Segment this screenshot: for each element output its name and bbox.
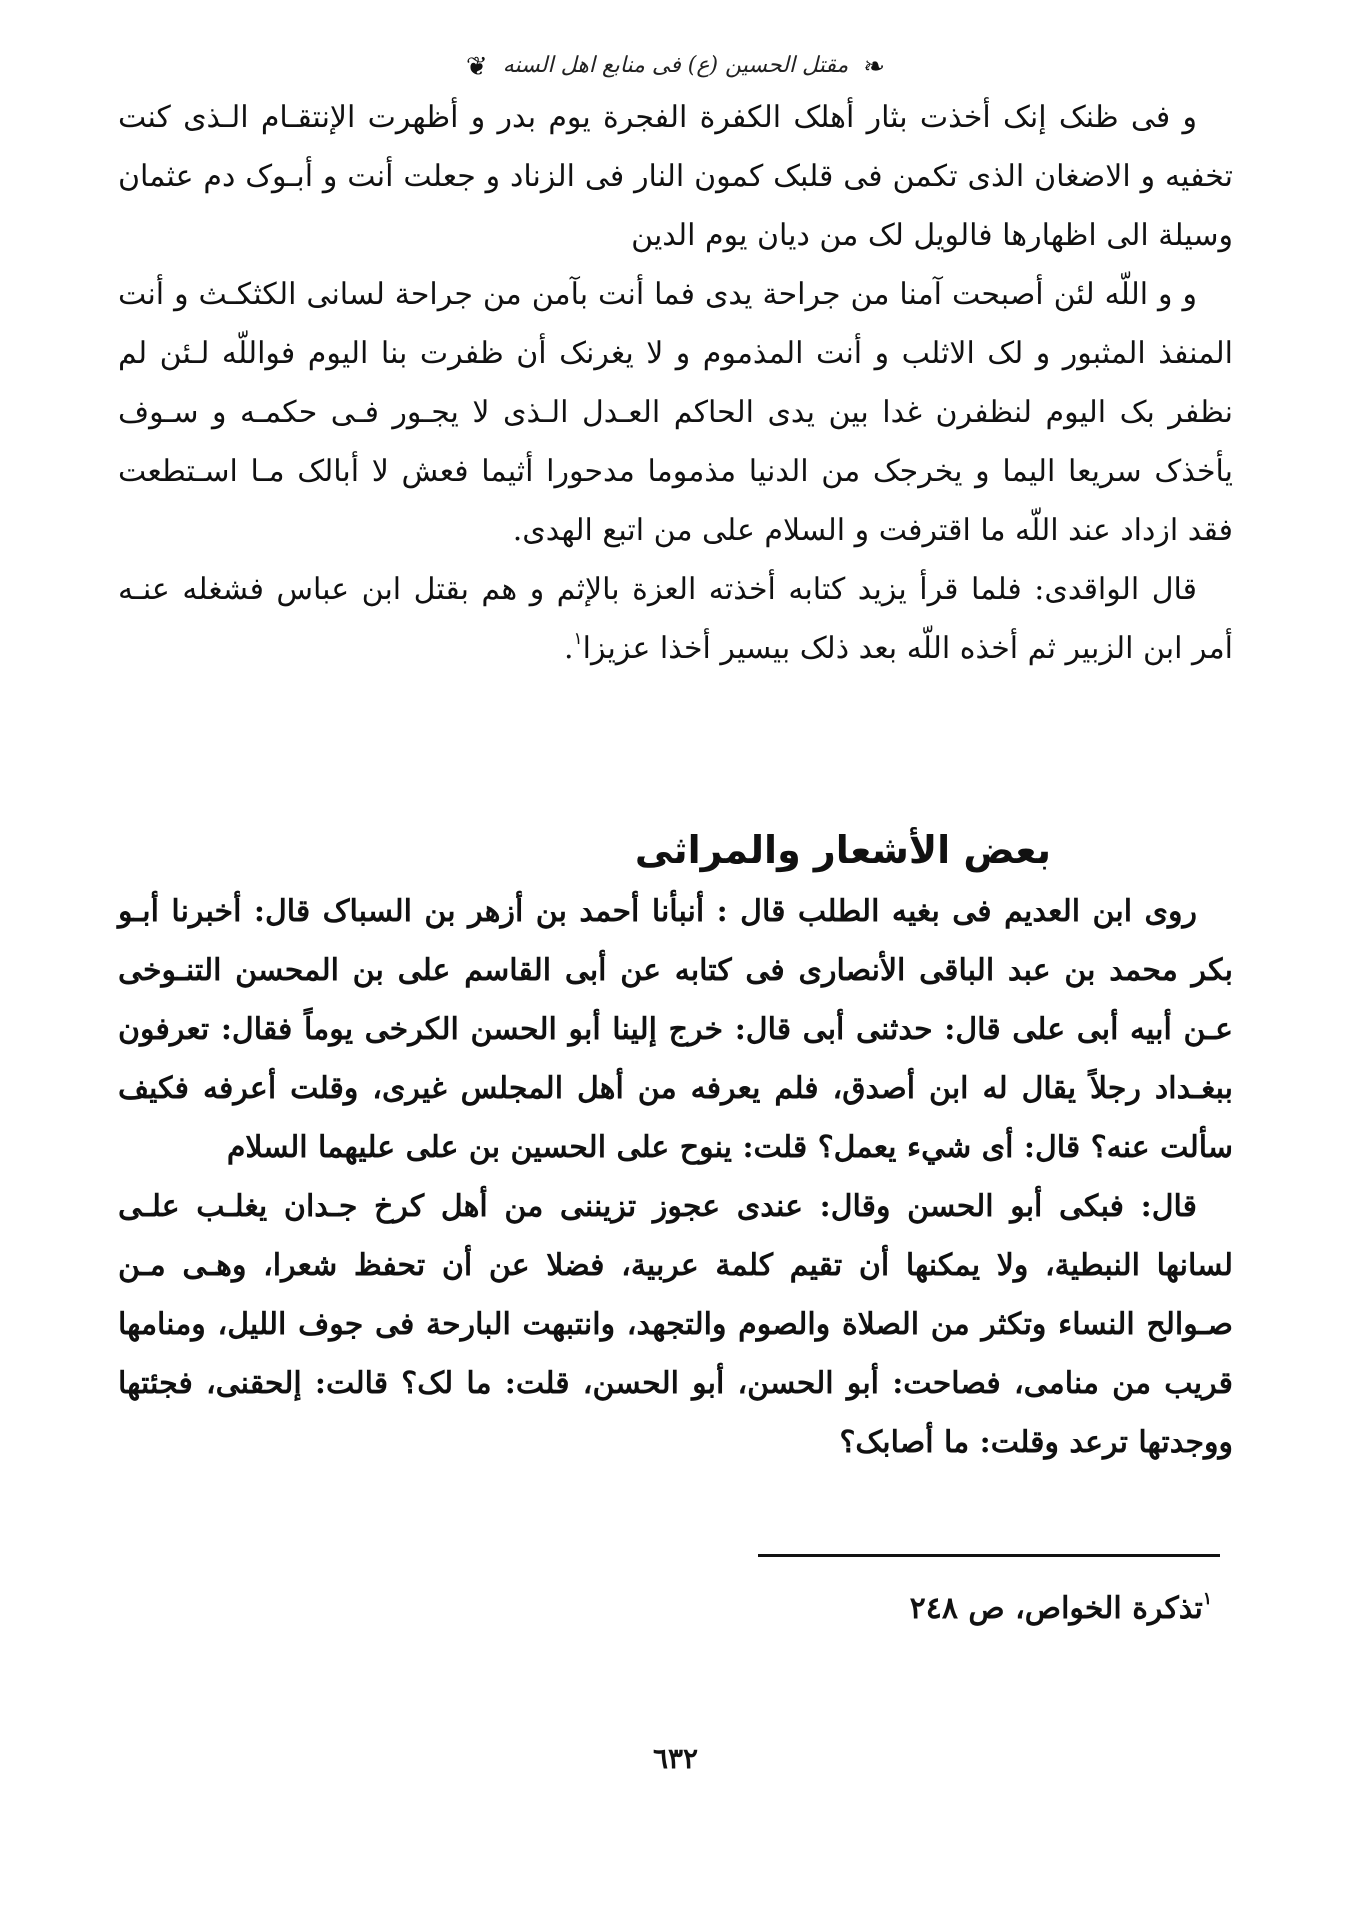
paragraph-1: و فى ظنک إنک أخذت بثار أهلک الكفرة الفجرة يوم بدر و أظهرت الإنتقـام الـذى كنت تخفيه و الاضغان الذى تكمن فى قلبک كمون النار فى الزناد و جعلت أنت و أبـوک دم عثمان وسيلة الى اظهارها فالويل لک من ديان يوم الدين [118,100,1233,253]
footnote-marker: ١ [1202,1589,1212,1609]
paragraph-story: قال: فبكى أبو الحسن وقال: عندى عجوز تزيننى من أهل كرخ جـدان يغلـب علـى لسانها النبطية، ولا يمكنها أن تقيم كلمة عربية، فضلا عن أن تحفظ شعرا، وهـى مـن صـوالح النساء وتكثر من الصلاة والصوم والتجهد، وانتبهت البارحة فى جوف الليل، ومنامها قريب من منامى، فصاحت: أبو الحسن، أبو الحسن، قلت: ما لک؟ قالت: إلحقنى، فجئتها ووجدتها ترعد وقلت: ما أصابک؟ [118,1189,1233,1460]
page-number: ٦٣٢ [652,1742,699,1775]
waqidi-end: . [563,631,574,666]
footnote [300,1584,1212,1634]
footnote-text: تذكرة الخواص، ص ٢٤٨ [909,1591,1203,1626]
ornament-right-icon: ❧ [863,52,886,82]
paragraph-narration: روى ابن العديم فى بغيه الطلب قال : أنبأنا أحمد بن أزهر بن السباک قال: أخبرنا أبـو بكر محمد بن عبد الباقى الأنصارى فى كتابه عن أبى القاسم على بن المحسن التنـوخى عـن أبيه أبى على قال: حدثنى أبى قال: خرج إلينا أبو الحسن الكرخى يوماً فقال: تعرفون ببغـداد رجلاً يقال له ابن أصدق، فلم يعرفه من أهل المجلس غيرى، وقلت أعرفه فكيف سألت عنه؟ قال: أى شيء يعمل؟ قلت: ينوح على الحسين بن على عليهما السلام [118,894,1233,1165]
poems-section-body [118,882,1233,1472]
footnote-divider [758,1554,1220,1557]
letter-continuation [118,88,1233,678]
footnote-reference[interactable]: ١ [573,629,583,649]
ornament-left-icon: ❦ [465,52,488,82]
waqidi-text: قال الواقدى: فلما قرأ يزيد كتابه أخذته العزة بالإثم و هم بقتل ابن عباس فشغله عنـه أمر ابن الزبير ثم أخذه اللّه بعد ذلک بيسير أخذا عزيزا [118,572,1233,666]
running-header [0,52,1351,82]
paragraph-waqidi [118,560,1233,678]
paragraph-2: و و اللّه لئن أصبحت آمنا من جراحة يدى فما أنت بآمن من جراحة لسانى الكثكـث و أنت المنفذ المثبور و لک الاثلب و أنت المذموم و لا يغرنک أن ظفرت بنا اليوم فواللّه لـئن لم نظفر بک اليوم لنظفرن غدا بين يدى الحاكم العـدل الـذى لا يجـور فـى حكمـه و سـوف يأخذک سريعا اليما و يخرجک من الدنيا مذموما مدحورا أثيما فعش لا أبالک مـا اسـتطعت فقد ازداد عند اللّه ما اقترفت و السلام على من اتبع الهدى. [118,277,1233,548]
running-title: مقتل الحسين (ع) فی منابع اهل السنه [502,53,849,78]
section-heading: بعض الأشعار والمراثى [634,828,1051,872]
